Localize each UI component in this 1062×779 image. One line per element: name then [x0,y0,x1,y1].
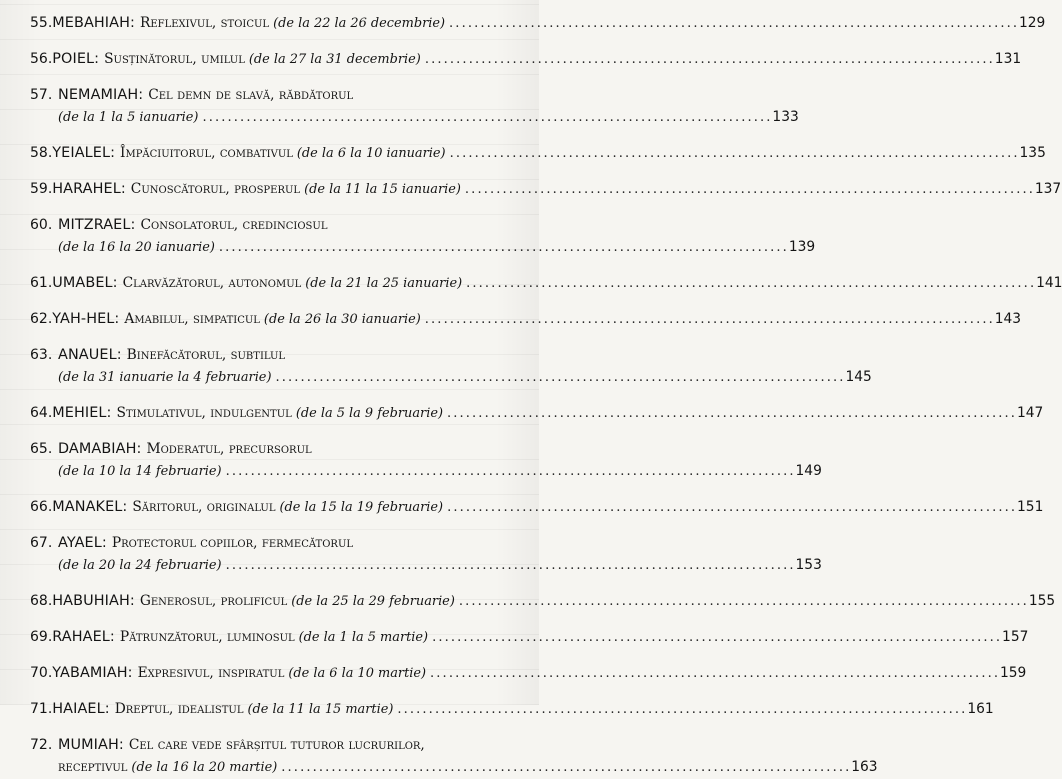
dot-leader [397,698,964,721]
date-range: (de la 25 la 29 februarie) [291,594,455,609]
page-number: 137 [1034,181,1062,197]
date-range: (de la 16 la 20 ianuarie) [58,240,215,255]
entry-number: 61. [30,275,53,291]
angel-name: RAHAEL: [52,629,115,645]
toc-entry-67[interactable] [30,532,822,577]
angel-name: HABUHIAH: [52,593,135,609]
entry-number: 58. [30,145,53,161]
angel-description: Reflexivul, stoicul [139,15,270,31]
angel-description: Binefăcătorul, subtilul [126,347,286,363]
angel-name: ANAUEL: [58,347,122,363]
date-range: (de la 31 ianuarie la 4 februarie) [58,370,272,385]
angel-description: Împăciuitorul, combativul [120,145,293,161]
dot-leader [465,178,1032,201]
angel-description: Dreptul, idealistul [114,701,244,717]
angel-name: HAIAEL: [52,701,110,717]
date-range: (de la 22 la 26 decembrie) [273,16,446,31]
date-range: (de la 27 la 31 decembrie) [248,52,421,67]
angel-name: MEHIEL: [52,405,112,421]
dot-leader [219,236,786,259]
dot-leader [447,402,1014,425]
date-range: (de la 11 la 15 martie) [247,702,394,717]
toc-entry-63[interactable] [30,344,872,389]
page-number: 153 [795,557,822,573]
toc-entry-69[interactable] [30,626,1029,649]
angel-name: YABAMIAH: [52,665,133,681]
page-number: 151 [1017,499,1044,515]
page-number: 145 [845,369,872,385]
toc-entry-72[interactable] [30,734,878,779]
date-range: (de la 6 la 10 martie) [288,666,427,681]
page-number: 155 [1028,593,1056,609]
date-range: (de la 16 la 20 martie) [131,760,278,775]
entry-number: 56. [30,51,53,67]
page-number: 141 [1036,275,1062,291]
toc-entry-61[interactable] [30,272,1062,295]
angel-description-continued: receptivul [58,759,128,775]
entry-number: 67. [30,535,53,551]
angel-description: Moderatul, precursorul [146,441,312,457]
angel-description: Stimulativul, indulgentul [116,405,292,421]
date-range: (de la 11 la 15 ianuarie) [304,182,461,197]
dot-leader [226,554,793,577]
angel-description: Săritorul, originalul [132,499,276,515]
date-range: (de la 20 la 24 februarie) [58,558,222,573]
dot-leader [226,460,793,483]
dot-leader [202,106,769,129]
angel-description: Consolatorul, credinciosul [140,217,328,233]
toc-entry-58[interactable] [30,142,1046,165]
entry-number: 69. [30,629,53,645]
dot-leader [281,756,848,779]
page-number: 147 [1016,405,1044,421]
angel-description: Susținătorul, umilul [104,51,245,67]
angel-name: MEBAHIAH: [52,15,135,31]
page-number: 139 [788,239,816,255]
entry-number: 70. [30,665,53,681]
page-number: 159 [999,665,1027,681]
angel-name: POIEL: [52,51,100,67]
angel-name: MANAKEL: [52,499,128,515]
page-number: 157 [1002,629,1029,645]
dot-leader [450,142,1017,165]
dot-leader [275,366,842,389]
entry-number: 59. [30,181,53,197]
toc-entry-60[interactable] [30,214,816,259]
dot-leader [432,626,999,649]
date-range: (de la 1 la 5 ianuarie) [58,110,199,125]
angel-description: Generosul, prolificul [139,593,288,609]
toc-entry-68[interactable] [30,590,1056,613]
date-range: (de la 15 la 19 februarie) [279,500,444,515]
toc-entry-59[interactable] [30,178,1062,201]
entry-number: 65. [30,441,53,457]
dot-leader [447,496,1014,519]
angel-name: NEMAMIAH: [58,87,144,103]
dot-leader [425,48,992,71]
entry-number: 60. [30,217,53,233]
page-number: 149 [795,463,822,479]
dot-leader [430,662,997,685]
page-number: 143 [994,311,1022,327]
entry-number: 71. [30,701,53,717]
toc-entry-55[interactable] [30,12,1046,35]
dot-leader [466,272,1033,295]
toc-entry-57[interactable] [30,84,799,129]
angel-name: YEIALEL: [52,145,116,161]
entry-number: 63. [30,347,53,363]
toc-entry-62[interactable] [30,308,1022,331]
entry-number: 55. [30,15,53,31]
angel-description: Cunoscătorul, prosperul [130,181,301,197]
entry-number: 72. [30,737,53,753]
dot-leader [449,12,1016,35]
angel-description: Pătrunzătorul, luminosul [119,629,295,645]
toc-entry-56[interactable] [30,48,1022,71]
date-range: (de la 26 la 30 ianuarie) [263,312,421,327]
angel-description: Amabilul, simpaticul [124,311,260,327]
angel-name: HARAHEL: [52,181,126,197]
toc-entry-66[interactable] [30,496,1044,519]
entry-number: 62. [30,311,53,327]
entry-number: 68. [30,593,53,609]
entry-number: 57. [30,87,53,103]
page-number: 129 [1019,15,1046,31]
entry-number: 64. [30,405,53,421]
angel-description: Cel demn de slavă, răbdătorul [148,87,354,103]
page-number: 163 [851,759,878,775]
toc-entry-65[interactable] [30,438,822,483]
angel-name: DAMABIAH: [58,441,142,457]
page-number: 131 [994,51,1022,67]
angel-description: Protectorul copiilor, fermecătorul [111,535,354,551]
entry-number: 66. [30,499,53,515]
date-range: (de la 5 la 9 februarie) [295,406,443,421]
date-range: (de la 10 la 14 februarie) [58,464,222,479]
angel-description: Cel care vede sfârșitul tuturor lucrurilor, [128,737,425,753]
angel-name: UMABEL: [52,275,118,291]
angel-name: YAH-HEL: [52,311,120,327]
toc-entry-70[interactable] [30,662,1027,685]
date-range: (de la 21 la 25 ianuarie) [305,276,463,291]
angel-name: MITZRAEL: [58,217,136,233]
toc-entry-64[interactable] [30,402,1044,425]
date-range: (de la 1 la 5 martie) [298,630,429,645]
dot-leader [459,590,1026,613]
toc-entry-71[interactable] [30,698,994,721]
page-number: 161 [967,701,994,717]
angel-description: Expresivul, inspiratul [137,665,285,681]
dot-leader [425,308,992,331]
angel-name: MUMIAH: [58,737,124,753]
angel-name: AYAEL: [58,535,107,551]
page-number: 133 [772,109,799,125]
date-range: (de la 6 la 10 ianuarie) [296,146,446,161]
page-number: 135 [1019,145,1046,161]
angel-description: Clarvăzătorul, autonomul [122,275,302,291]
